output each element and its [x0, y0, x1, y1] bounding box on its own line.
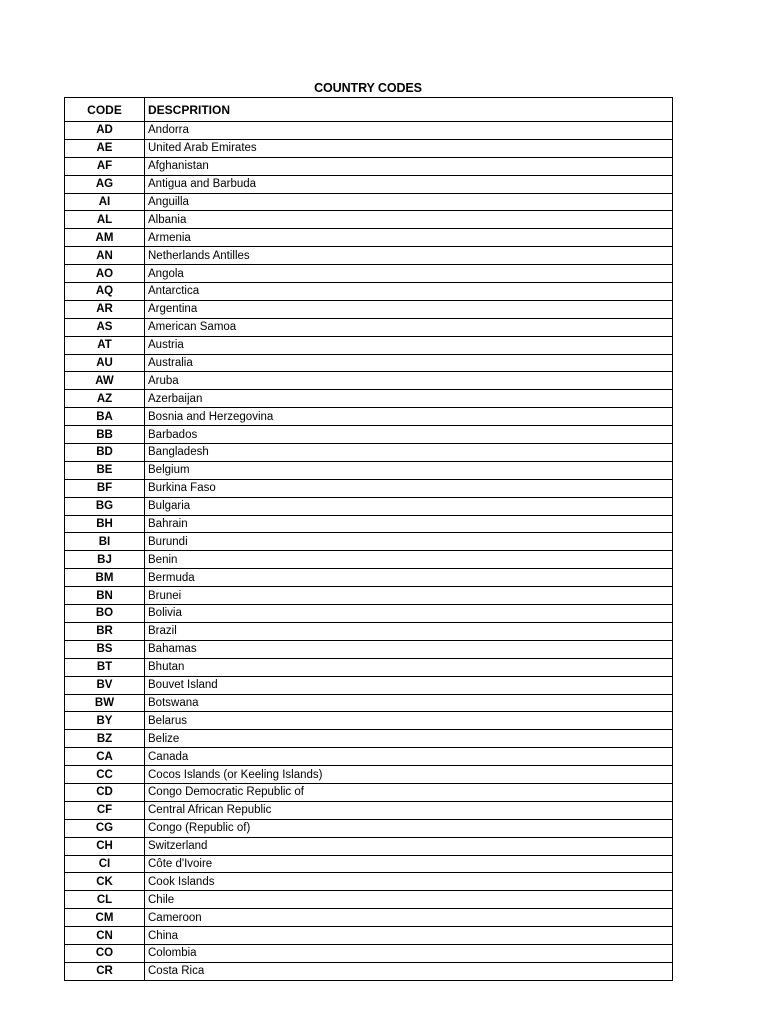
description-cell: Aruba: [145, 372, 673, 390]
table-row: [65, 497, 673, 515]
table-row: [65, 587, 673, 605]
table-row: [65, 676, 673, 694]
table-row: [65, 658, 673, 676]
description-cell: Belarus: [145, 712, 673, 730]
code-cell: AO: [65, 265, 145, 283]
table-row: [65, 801, 673, 819]
description-cell: Brazil: [145, 622, 673, 640]
code-cell: BE: [65, 461, 145, 479]
table-row: [65, 819, 673, 837]
code-cell: AD: [65, 122, 145, 140]
table-row: [65, 533, 673, 551]
table-row: [65, 712, 673, 730]
table-row: [65, 551, 673, 569]
table-row: [65, 354, 673, 372]
code-cell: CG: [65, 819, 145, 837]
description-cell: Armenia: [145, 229, 673, 247]
country-codes-table: [64, 97, 673, 981]
table-row: [65, 622, 673, 640]
description-cell: Belgium: [145, 461, 673, 479]
code-cell: AT: [65, 336, 145, 354]
table-row: [65, 783, 673, 801]
page-title: COUNTRY CODES: [314, 81, 422, 95]
code-cell: BT: [65, 658, 145, 676]
code-cell: BD: [65, 444, 145, 462]
code-cell: BV: [65, 676, 145, 694]
code-cell: BO: [65, 605, 145, 623]
description-cell: Azerbaijan: [145, 390, 673, 408]
description-cell: Bangladesh: [145, 444, 673, 462]
description-cell: Argentina: [145, 300, 673, 318]
table-row: [65, 927, 673, 945]
code-cell: BN: [65, 587, 145, 605]
description-cell: Brunei: [145, 587, 673, 605]
code-cell: AW: [65, 372, 145, 390]
table-row: [65, 640, 673, 658]
code-cell: CI: [65, 855, 145, 873]
table-row: [65, 229, 673, 247]
description-cell: Netherlands Antilles: [145, 247, 673, 265]
description-cell: Anguilla: [145, 193, 673, 211]
code-cell: BY: [65, 712, 145, 730]
table-row: [65, 265, 673, 283]
table-row: [65, 855, 673, 873]
code-cell: CA: [65, 748, 145, 766]
code-cell: AN: [65, 247, 145, 265]
description-cell: Bulgaria: [145, 497, 673, 515]
description-cell: United Arab Emirates: [145, 139, 673, 157]
code-cell: CM: [65, 909, 145, 927]
table-row: [65, 122, 673, 140]
code-cell: CD: [65, 783, 145, 801]
description-cell: Switzerland: [145, 837, 673, 855]
description-cell: Antigua and Barbuda: [145, 175, 673, 193]
description-cell: Antarctica: [145, 283, 673, 301]
table-row: [65, 318, 673, 336]
description-cell: Bosnia and Herzegovina: [145, 408, 673, 426]
description-cell: Benin: [145, 551, 673, 569]
table-row: [65, 909, 673, 927]
table-row: [65, 515, 673, 533]
code-cell: CC: [65, 766, 145, 784]
code-cell: CR: [65, 962, 145, 980]
code-cell: BG: [65, 497, 145, 515]
table-row: [65, 766, 673, 784]
code-cell: BS: [65, 640, 145, 658]
table-row: [65, 408, 673, 426]
code-cell: BR: [65, 622, 145, 640]
description-cell: Bolivia: [145, 605, 673, 623]
description-cell: Congo Democratic Republic of: [145, 783, 673, 801]
description-cell: Cook Islands: [145, 873, 673, 891]
description-cell: Canada: [145, 748, 673, 766]
description-cell: Cameroon: [145, 909, 673, 927]
description-cell: Angola: [145, 265, 673, 283]
table-row: [65, 461, 673, 479]
table-row: [65, 211, 673, 229]
code-cell: CO: [65, 944, 145, 962]
table-row: [65, 891, 673, 909]
table-header-row: [65, 98, 673, 122]
table-row: [65, 247, 673, 265]
description-column-header: DESCPRITION: [145, 98, 673, 122]
table-row: [65, 748, 673, 766]
description-cell: China: [145, 927, 673, 945]
table-row: [65, 372, 673, 390]
table-row: [65, 426, 673, 444]
code-cell: AI: [65, 193, 145, 211]
table-row: [65, 390, 673, 408]
description-cell: Bahrain: [145, 515, 673, 533]
description-cell: Côte d'Ivoire: [145, 855, 673, 873]
table-row: [65, 569, 673, 587]
description-cell: American Samoa: [145, 318, 673, 336]
description-cell: Andorra: [145, 122, 673, 140]
code-cell: BM: [65, 569, 145, 587]
description-cell: Cocos Islands (or Keeling Islands): [145, 766, 673, 784]
code-cell: AL: [65, 211, 145, 229]
code-column-header: CODE: [65, 98, 145, 122]
table-body: [65, 122, 673, 981]
table-row: [65, 962, 673, 980]
description-cell: Bouvet Island: [145, 676, 673, 694]
description-cell: Burkina Faso: [145, 479, 673, 497]
code-cell: AQ: [65, 283, 145, 301]
table-row: [65, 175, 673, 193]
description-cell: Bahamas: [145, 640, 673, 658]
code-cell: CF: [65, 801, 145, 819]
table-row: [65, 444, 673, 462]
code-cell: CN: [65, 927, 145, 945]
code-cell: AE: [65, 139, 145, 157]
description-cell: Botswana: [145, 694, 673, 712]
description-cell: Bhutan: [145, 658, 673, 676]
description-cell: Australia: [145, 354, 673, 372]
code-cell: CK: [65, 873, 145, 891]
code-cell: AZ: [65, 390, 145, 408]
description-cell: Central African Republic: [145, 801, 673, 819]
code-cell: AG: [65, 175, 145, 193]
table-row: [65, 837, 673, 855]
description-cell: Colombia: [145, 944, 673, 962]
description-cell: Belize: [145, 730, 673, 748]
table-row: [65, 139, 673, 157]
description-cell: Bermuda: [145, 569, 673, 587]
table-row: [65, 873, 673, 891]
table-row: [65, 157, 673, 175]
code-cell: CL: [65, 891, 145, 909]
table-row: [65, 479, 673, 497]
description-cell: Congo (Republic of): [145, 819, 673, 837]
table-row: [65, 336, 673, 354]
code-cell: AM: [65, 229, 145, 247]
table-row: [65, 283, 673, 301]
code-cell: AS: [65, 318, 145, 336]
table-row: [65, 694, 673, 712]
table-row: [65, 944, 673, 962]
description-cell: Afghanistan: [145, 157, 673, 175]
description-cell: Albania: [145, 211, 673, 229]
description-cell: Austria: [145, 336, 673, 354]
description-cell: Chile: [145, 891, 673, 909]
description-cell: Burundi: [145, 533, 673, 551]
code-cell: BI: [65, 533, 145, 551]
code-cell: CH: [65, 837, 145, 855]
code-cell: BH: [65, 515, 145, 533]
table-row: [65, 605, 673, 623]
code-cell: BW: [65, 694, 145, 712]
code-cell: AF: [65, 157, 145, 175]
table-row: [65, 730, 673, 748]
code-cell: BZ: [65, 730, 145, 748]
description-cell: Barbados: [145, 426, 673, 444]
table-row: [65, 193, 673, 211]
code-cell: BA: [65, 408, 145, 426]
code-cell: BF: [65, 479, 145, 497]
code-cell: AU: [65, 354, 145, 372]
table-row: [65, 300, 673, 318]
code-cell: AR: [65, 300, 145, 318]
code-cell: BB: [65, 426, 145, 444]
description-cell: Costa Rica: [145, 962, 673, 980]
code-cell: BJ: [65, 551, 145, 569]
